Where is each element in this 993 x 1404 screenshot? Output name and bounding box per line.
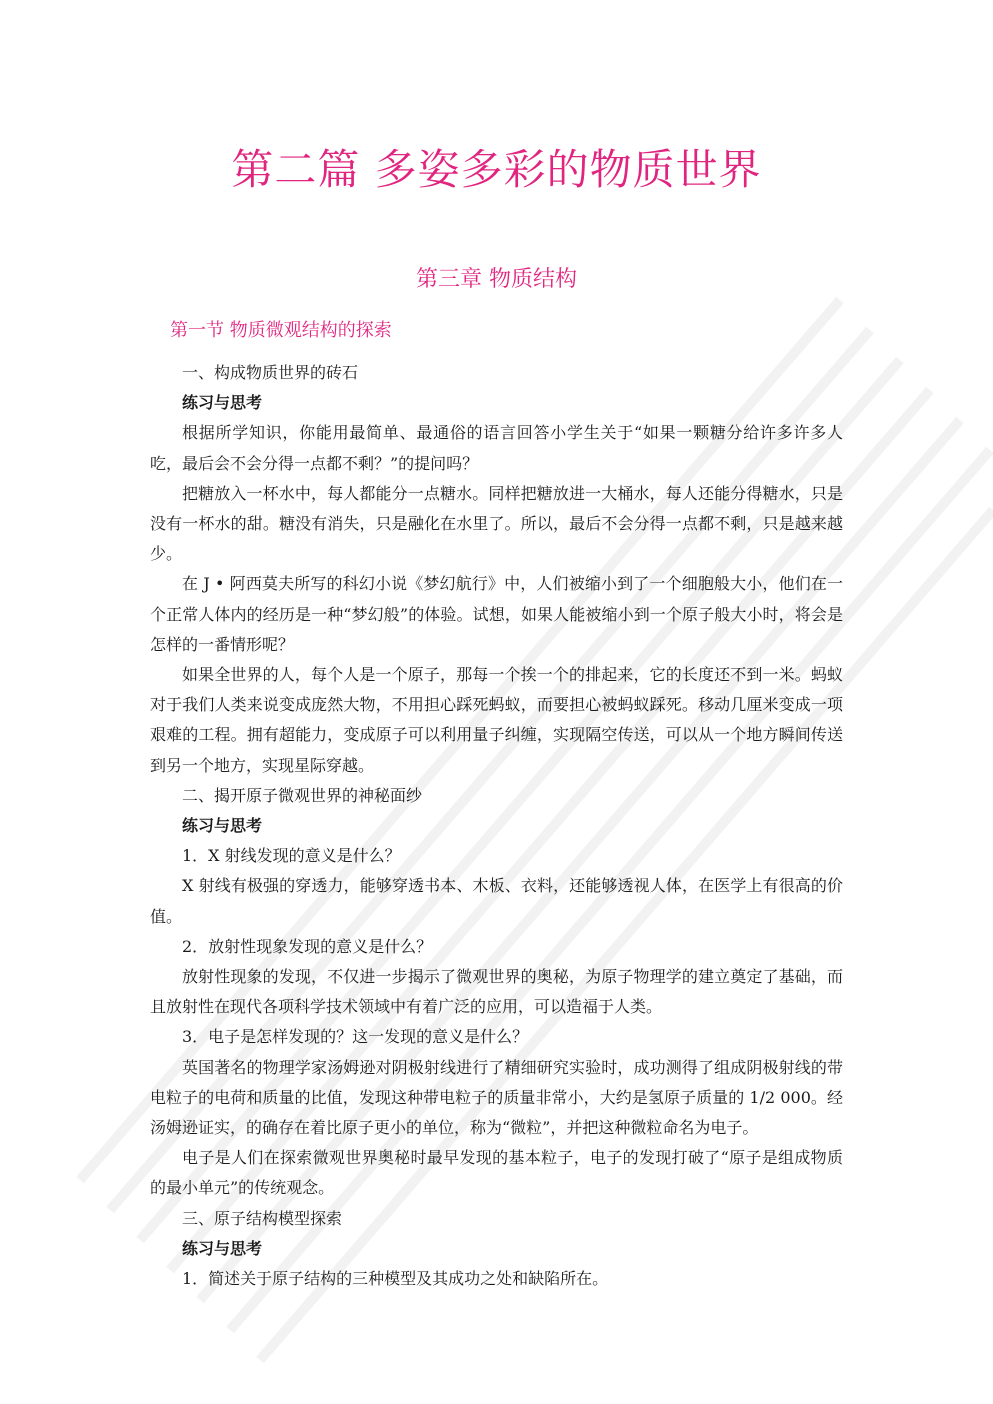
- question: 1．简述关于原子结构的三种模型及其成功之处和缺陷所在。: [182, 1269, 609, 1289]
- paragraph: 英国著名的物理学家汤姆逊对阴极射线进行了精细研究实验时，成功测得了组成阴极射线的带电粒子的电荷和质量的比值，发现这种带电粒子的质量非常小，大约是氢原子质量的 1/2 000。经汤姆逊证实，的确存在着比原子更小的单位，称为“微粒”，并把这种微粒命名为电子。: [150, 1057, 843, 1138]
- exercise-heading: 练习与思考: [182, 393, 263, 413]
- paragraph: 把糖放入一杯水中，每人都能分一点糖水。同样把糖放进一大桶水，每人还能分得糖水，只是没有一杯水的甜。糖没有消失，只是融化在水里了。所以，最后不会分得一点都不剩，只是越来越少。: [150, 483, 843, 564]
- exercise-heading: 练习与思考: [182, 1238, 263, 1258]
- exercise-heading: 练习与思考: [182, 816, 263, 836]
- question: 1．X 射线发现的意义是什么？: [182, 846, 401, 866]
- question: 2．放射性现象发现的意义是什么？: [182, 936, 433, 956]
- subsection-heading: 二、揭开原子微观世界的神秘面纱: [182, 785, 423, 805]
- subsection-heading: 三、原子结构模型探索: [182, 1208, 343, 1228]
- paragraph: 根据所学知识，你能用最简单、最通俗的语言回答小学生关于“如果一颗糖分给许多许多人吃，最后会不会分得一点都不剩？”的提问吗？: [150, 423, 843, 473]
- paragraph: 电子是人们在探索微观世界奥秘时最早发现的基本粒子，电子的发现打破了“原子是组成物质的最小单元”的传统观念。: [150, 1148, 843, 1198]
- paragraph: 在 J • 阿西莫夫所写的科幻小说《梦幻航行》中，人们被缩小到了一个细胞般大小，他们在一个正常人体内的经历是一种“梦幻般”的体验。试想，如果人能被缩小到一个原子般大小时，将会是怎样的一番情形呢？: [150, 574, 843, 654]
- paragraph: X 射线有极强的穿透力，能够穿透书本、木板、衣料，还能够透视人体，在医学上有很高的价值。: [150, 876, 843, 926]
- paragraph: 如果全世界的人，每个人是一个原子，那每一个挨一个的排起来，它的长度还不到一米。蚂蚁对于我们人类来说变成庞然大物，不用担心踩死蚂蚁，而要担心被蚂蚁踩死。移动几厘米变成一项艰难的工程。拥有超能力，变成原子可以利用量子纠缠，实现隔空传送，可以从一个地方瞬间传送到另一个地方，实现星际穿越。: [150, 665, 843, 775]
- page-content: [150, 0, 843, 1404]
- body-text: [150, 358, 843, 1294]
- subsection-heading: 一、构成物质世界的砖石: [182, 363, 359, 382]
- paragraph: 放射性现象的发现，不仅进一步揭示了微观世界的奥秘，为原子物理学的建立奠定了基础，而且放射性在现代各项科学技术领域中有着广泛的应用，可以造福于人类。: [150, 967, 843, 1017]
- chapter-title: 第三章 物质结构: [416, 267, 577, 292]
- section-title: 第一节 物质微观结构的探索: [170, 320, 392, 341]
- part-title: 第二篇 多姿多彩的物质世界: [231, 145, 762, 194]
- question: 3．电子是怎样发现的？这一发现的意义是什么？: [182, 1027, 529, 1047]
